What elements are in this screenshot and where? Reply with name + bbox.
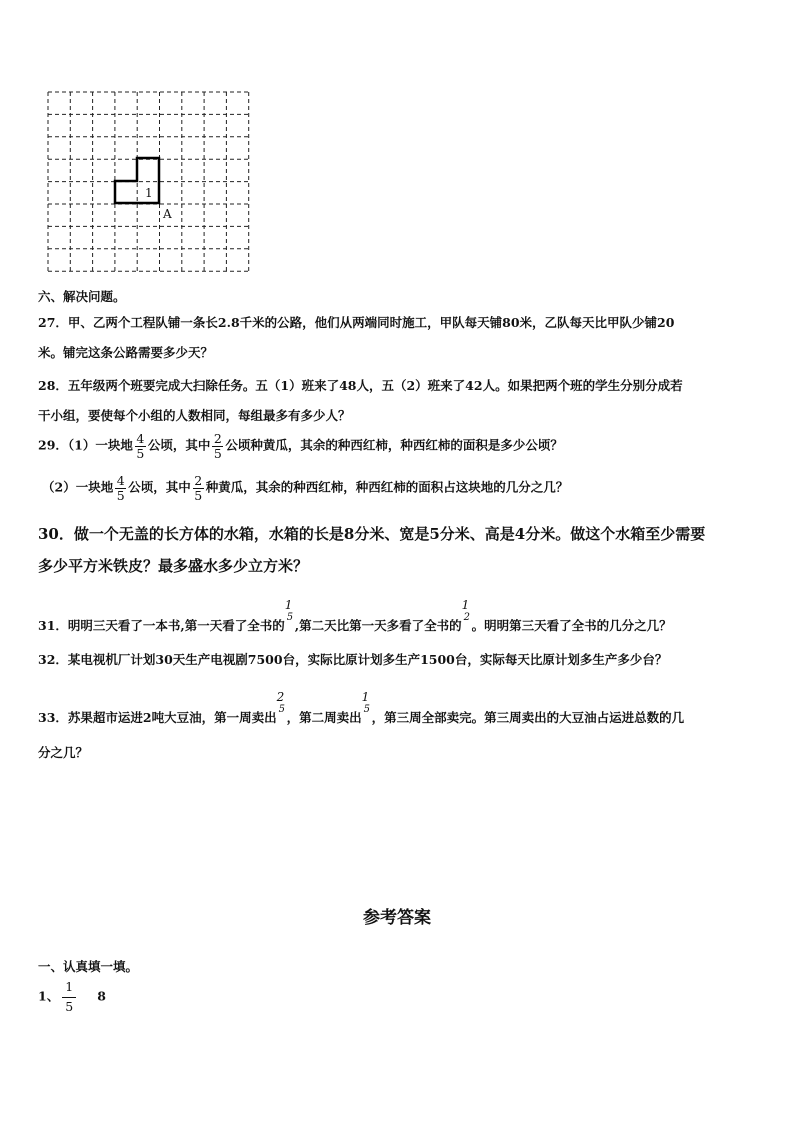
q33-text-c: ，第三周全部卖完。第三周卖出的大豆油占运进总数的几 <box>371 710 685 725</box>
answers-title: 参考答案 <box>363 908 431 928</box>
section-six-title: 六、解决问题。 <box>38 289 126 304</box>
q31-text-c: 。明明第三天看了全书的几分之几？ <box>471 618 672 633</box>
question-27-line1: 27．甲、乙两个工程队铺一条长2.8千米的公路，他们从两端同时施工，甲队每天铺80米，乙队每天比甲队少铺20 <box>38 315 675 330</box>
denominator: 5 <box>194 488 203 503</box>
question-29-part1 <box>38 432 563 460</box>
fraction <box>60 978 78 1016</box>
denominator: 5 <box>363 704 370 715</box>
question-27-line2: 米。铺完这条公路需要多少天？ <box>38 345 214 360</box>
q31-text-b: ,第二天比第一天多看了全书的 <box>294 618 462 633</box>
question-29-part2 <box>42 474 568 502</box>
fraction <box>192 474 205 502</box>
denominator: 2 <box>463 612 470 623</box>
answers-section-one: 一、认真填一填。 <box>38 959 139 974</box>
question-33-line2: 分之几？ <box>38 745 89 760</box>
fraction <box>361 690 372 722</box>
answer-1-value: 8 <box>97 988 106 1004</box>
question-28-line2: 干小组，要使每个小组的人数相同，每组最多有多少人？ <box>38 408 351 423</box>
answer-1 <box>38 978 106 1016</box>
denominator: 5 <box>213 446 222 461</box>
q29-p2-text-b: 公顷，其中 <box>128 479 191 495</box>
q29-p1-text-c: 公顷种黄瓜，其余的种西红柿，种西红柿的面积是多少公顷？ <box>225 437 563 453</box>
numerator: 2 <box>276 690 285 704</box>
question-28-line1: 28．五年级两个班要完成大扫除任务。五（1）班来了48人，五（2）班来了42人。如果把两个班的学生分别分成若 <box>38 378 683 393</box>
denominator: 5 <box>278 704 285 715</box>
numerator: 1 <box>361 690 370 704</box>
q33-text-a: 33．苏果超市运进2吨大豆油，第一周卖出 <box>38 710 277 725</box>
question-30-line1: 30．做一个无盖的长方体的水箱，水箱的长是8分米、宽是5分米、高是4分米。做这个水箱至少需要 <box>38 525 706 543</box>
numerator: 4 <box>136 431 145 446</box>
numerator: 1 <box>65 979 74 994</box>
q29-p2-text-a: （2）一块地 <box>42 479 114 495</box>
denominator: 5 <box>286 612 294 623</box>
fraction <box>211 432 224 460</box>
denominator: 5 <box>65 999 74 1014</box>
question-32: 32．某电视机厂计划30天生产电视剧7500台，实际比原计划多生产1500台，实际每天比原计划多生产多少台？ <box>38 652 668 667</box>
question-30-line2: 多少平方米铁皮？最多盛水多少立方米？ <box>38 557 309 575</box>
fraction <box>114 474 127 502</box>
denominator: 5 <box>136 446 145 461</box>
point-label-a: A <box>163 207 172 221</box>
fraction <box>284 598 295 630</box>
numerator: 2 <box>194 473 203 488</box>
question-31 <box>38 598 672 634</box>
question-33-line1 <box>38 690 685 726</box>
numerator: 2 <box>213 431 222 446</box>
fraction <box>461 598 472 630</box>
fraction <box>134 432 147 460</box>
numerator: 1 <box>461 598 470 612</box>
fraction <box>276 690 287 722</box>
numerator: 4 <box>116 473 125 488</box>
q29-p1-text-a: 29．（1）一块地 <box>38 437 133 453</box>
answer-1-prefix: 1、 <box>38 988 60 1004</box>
q31-text-a: 31．明明三天看了一本书,第一天看了全书的 <box>38 618 285 633</box>
grid-figure <box>47 91 251 273</box>
numerator: 1 <box>284 598 293 612</box>
q33-text-b: ，第二周卖出 <box>286 710 362 725</box>
q29-p2-text-c: 种黄瓜，其余的种西红柿，种西红柿的面积占这块地的几分之几？ <box>205 479 569 495</box>
shape-label-1: 1 <box>145 186 153 200</box>
q29-p1-text-b: 公顷，其中 <box>147 437 211 453</box>
denominator: 5 <box>116 488 125 503</box>
